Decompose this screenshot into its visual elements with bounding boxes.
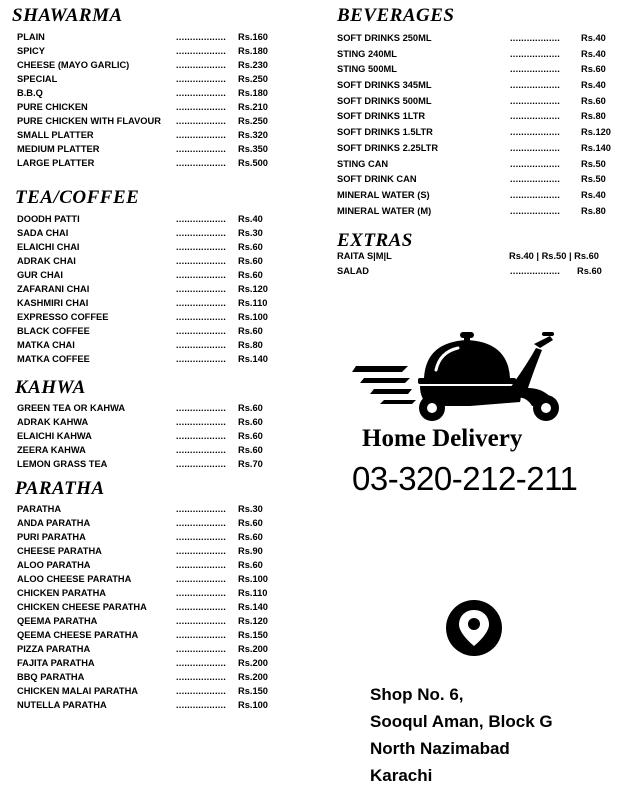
item-dots: ..................: [176, 431, 227, 441]
item-name: QEEMA PARATHA: [17, 616, 98, 626]
list-item: [337, 47, 627, 63]
item-name: PLAIN: [17, 32, 45, 42]
item-name: PURE CHICKEN WITH FLAVOUR: [17, 116, 161, 126]
item-dots: ..................: [176, 340, 227, 350]
item-name: SOFT DRINKS 1LTR: [337, 111, 426, 122]
item-price: Rs.60: [581, 95, 606, 106]
delivery-scooter-icon: [350, 326, 574, 422]
item-name: SOFT DRINKS 250ML: [337, 33, 432, 43]
address-line: Shop No. 6,: [370, 685, 464, 704]
list-item: [337, 125, 627, 141]
item-dots: ..................: [176, 686, 227, 696]
list-item: [17, 586, 287, 600]
item-name: SOFT DRINK CAN: [337, 174, 417, 185]
item-name: SOFT DRINKS 1.5LTR: [337, 127, 433, 138]
list-item: [17, 415, 287, 429]
item-name: STING 500ML: [337, 64, 397, 75]
item-price: Rs.100: [238, 312, 268, 322]
item-dots: ..................: [510, 174, 561, 185]
item-dots: ..................: [510, 189, 561, 200]
item-dots: ..................: [176, 630, 227, 640]
item-price: Rs.40: [581, 80, 606, 91]
item-name: SOFT DRINKS 500ML: [337, 95, 432, 106]
list-item: [17, 282, 287, 296]
item-dots: ..................: [176, 284, 227, 294]
item-name: SOFT DRINKS 2.25LTR: [337, 142, 439, 153]
item-price: Rs.80: [581, 205, 606, 216]
item-name: B.B.Q: [17, 88, 43, 98]
item-dots: ..................: [176, 532, 227, 542]
item-dots: ..................: [176, 158, 227, 168]
item-name: CHEESE (MAYO GARLIC): [17, 60, 130, 70]
list-item: [17, 114, 287, 128]
item-dots: ..................: [176, 459, 227, 469]
kahwa-menu-list: [17, 401, 287, 471]
list-item: [337, 141, 627, 157]
item-dots: ..................: [176, 560, 227, 570]
item-dots: ..................: [176, 102, 227, 112]
item-name: RAITA S|M|L: [337, 251, 392, 261]
item-dots: ..................: [176, 298, 227, 308]
shawarma-menu-list: [17, 30, 287, 170]
item-dots: ..................: [176, 504, 227, 514]
address-line: North Nazimabad: [370, 739, 510, 758]
list-item: [17, 684, 287, 698]
item-dots: ..................: [510, 64, 561, 75]
item-name: ZAFARANI CHAI: [17, 284, 90, 294]
item-price: Rs.140: [581, 142, 611, 153]
list-item: [337, 62, 627, 78]
list-item: [337, 204, 627, 220]
item-dots: ..................: [176, 270, 227, 280]
item-name: QEEMA CHEESE PARATHA: [17, 630, 139, 640]
list-item: [17, 698, 287, 712]
list-item: [17, 156, 287, 170]
item-name: SMALL PLATTER: [17, 130, 94, 140]
beverages-menu-list: [337, 31, 627, 219]
item-dots: ..................: [176, 74, 227, 84]
item-price: Rs.60: [238, 242, 263, 252]
item-name: CHEESE PARATHA: [17, 546, 102, 556]
item-price: Rs.210: [238, 102, 268, 112]
item-dots: ..................: [176, 417, 227, 427]
item-price: Rs.120: [238, 616, 268, 626]
item-dots: ..................: [510, 95, 561, 106]
item-name: BLACK COFFEE: [17, 326, 90, 336]
item-dots: ..................: [176, 60, 227, 70]
item-dots: ..................: [176, 658, 227, 668]
item-name: PARATHA: [17, 504, 62, 514]
list-item: [17, 516, 287, 530]
list-item: [17, 572, 287, 586]
list-item: [17, 429, 287, 443]
item-name: MATKA COFFEE: [17, 354, 90, 364]
item-dots: ..................: [176, 130, 227, 140]
item-dots: ..................: [176, 354, 227, 364]
shop-address: [370, 681, 553, 789]
item-price: Rs.100: [238, 574, 268, 584]
item-name: ANDA PARATHA: [17, 518, 91, 528]
list-item: [337, 78, 627, 94]
item-price: Rs.40: [581, 189, 606, 200]
item-price: Rs.120: [581, 127, 611, 138]
list-item: [17, 30, 287, 44]
item-price: Rs.80: [581, 111, 606, 122]
list-item: [17, 600, 287, 614]
item-price: Rs.60: [238, 445, 263, 455]
item-name: STING CAN: [337, 158, 389, 169]
item-dots: ..................: [176, 588, 227, 598]
item-dots: ..................: [176, 518, 227, 528]
item-price: Rs.110: [238, 588, 268, 598]
item-name: MATKA CHAI: [17, 340, 75, 350]
item-price: Rs.110: [238, 298, 268, 308]
item-price: Rs.150: [238, 686, 268, 696]
list-item: [17, 58, 287, 72]
item-dots: ..................: [176, 116, 227, 126]
list-item: [17, 324, 287, 338]
item-dots: ..................: [176, 88, 227, 98]
item-price: Rs.200: [238, 644, 268, 654]
list-item: [337, 31, 627, 47]
tea-coffee-menu-list: [17, 212, 287, 366]
list-item: [17, 443, 287, 457]
item-price: Rs.500: [238, 158, 268, 168]
item-price: Rs.150: [238, 630, 268, 640]
list-item: [337, 157, 627, 173]
item-price: Rs.140: [238, 354, 268, 364]
item-price: Rs.160: [238, 32, 268, 42]
item-name: ALOO CHEESE PARATHA: [17, 574, 132, 584]
list-item: [17, 628, 287, 642]
list-item: [17, 254, 287, 268]
item-dots: ..................: [176, 403, 227, 413]
item-price: Rs.80: [238, 340, 263, 350]
item-name: CHICKEN MALAI PARATHA: [17, 686, 139, 696]
list-item: [17, 44, 287, 58]
item-name: CHICKEN CHEESE PARATHA: [17, 602, 147, 612]
item-dots: ..................: [176, 445, 227, 455]
item-name: SOFT DRINKS 345ML: [337, 80, 432, 91]
item-price: Rs.230: [238, 60, 268, 70]
item-name: DOODH PATTI: [17, 214, 80, 224]
item-dots: ..................: [176, 228, 227, 238]
item-dots: ..................: [176, 214, 227, 224]
item-name: CHICKEN PARATHA: [17, 588, 107, 598]
item-price: Rs.250: [238, 74, 268, 84]
list-item: [17, 310, 287, 324]
list-item: [17, 338, 287, 352]
item-dots: ..................: [510, 266, 561, 276]
item-dots: ..................: [176, 672, 227, 682]
item-name: LEMON GRASS TEA: [17, 459, 108, 469]
list-item: [17, 86, 287, 100]
item-price: Rs.60: [238, 417, 263, 427]
item-price: Rs.50: [581, 158, 606, 169]
list-item: [17, 656, 287, 670]
list-item: [17, 614, 287, 628]
item-dots: ..................: [176, 644, 227, 654]
list-item: [17, 226, 287, 240]
item-dots: ..................: [176, 32, 227, 42]
list-item: [17, 128, 287, 142]
item-name: ADRAK KAHWA: [17, 417, 89, 427]
item-name: PURE CHICKEN: [17, 102, 88, 112]
item-dots: ..................: [176, 602, 227, 612]
home-delivery-title: Home Delivery: [362, 425, 523, 452]
item-price: Rs.40: [581, 33, 606, 43]
paratha-title: PARATHA: [15, 478, 105, 499]
item-name: GUR CHAI: [17, 270, 63, 280]
item-price: Rs.350: [238, 144, 268, 154]
item-dots: ..................: [176, 546, 227, 556]
item-dots: ..................: [176, 312, 227, 322]
list-item: [337, 172, 627, 188]
item-name: ELAICHI CHAI: [17, 242, 80, 252]
item-name: PURI PARATHA: [17, 532, 86, 542]
item-price: Rs.60: [238, 560, 263, 570]
item-price: Rs.70: [238, 459, 263, 469]
item-name: MINERAL WATER (S): [337, 189, 430, 200]
item-price: Rs.200: [238, 672, 268, 682]
extras-title: EXTRAS: [337, 230, 413, 251]
item-price: Rs.60: [238, 256, 263, 266]
item-dots: ..................: [176, 700, 227, 710]
item-dots: ..................: [510, 111, 561, 122]
beverages-title: BEVERAGES: [337, 5, 455, 26]
list-item: [17, 642, 287, 656]
item-price: Rs.60: [238, 532, 263, 542]
item-name: PIZZA PARATHA: [17, 644, 91, 654]
list-item: [337, 264, 627, 279]
item-dots: ..................: [176, 326, 227, 336]
item-name: FAJITA PARATHA: [17, 658, 95, 668]
item-price: Rs.60: [238, 270, 263, 280]
item-price: Rs.90: [238, 546, 263, 556]
list-item: [17, 296, 287, 310]
item-price: Rs.40 | Rs.50 | Rs.60: [509, 251, 599, 261]
tea-coffee-title: TEA/COFFEE: [15, 187, 140, 208]
item-price: Rs.250: [238, 116, 268, 126]
delivery-phone-number: 03-320-212-211: [352, 460, 578, 497]
item-price: Rs.30: [238, 504, 263, 514]
item-name: SADA CHAI: [17, 228, 69, 238]
item-dots: ..................: [510, 142, 561, 153]
item-price: Rs.60: [238, 403, 263, 413]
item-name: MINERAL WATER (M): [337, 205, 432, 216]
list-item: [17, 670, 287, 684]
item-name: MEDIUM PLATTER: [17, 144, 100, 154]
address-line: Sooqul Aman, Block G: [370, 712, 553, 731]
item-name: BBQ PARATHA: [17, 672, 85, 682]
item-price: Rs.180: [238, 46, 268, 56]
item-price: Rs.40: [238, 214, 263, 224]
item-price: Rs.60: [581, 64, 606, 75]
item-name: GREEN TEA OR KAHWA: [17, 403, 126, 413]
location-pin-icon: [444, 598, 504, 658]
item-name: ADRAK CHAI: [17, 256, 76, 266]
item-dots: ..................: [176, 144, 227, 154]
item-dots: ..................: [510, 80, 561, 91]
list-item: [17, 401, 287, 415]
item-dots: ..................: [176, 256, 227, 266]
item-dots: ..................: [510, 205, 561, 216]
item-name: KASHMIRI CHAI: [17, 298, 89, 308]
list-item: [17, 502, 287, 516]
item-dots: ..................: [176, 46, 227, 56]
item-name: ELAICHI KAHWA: [17, 431, 92, 441]
item-name: SPICY: [17, 46, 45, 56]
item-name: ZEERA KAHWA: [17, 445, 86, 455]
item-name: ALOO PARATHA: [17, 560, 91, 570]
item-price: Rs.60: [238, 431, 263, 441]
list-item: [337, 94, 627, 110]
item-dots: ..................: [510, 48, 561, 59]
list-item: [17, 72, 287, 86]
list-item: [337, 188, 627, 204]
shawarma-title: SHAWARMA: [12, 5, 123, 26]
list-item: [337, 109, 627, 125]
list-item: [17, 240, 287, 254]
address-line: Karachi: [370, 766, 433, 785]
list-item: [17, 457, 287, 471]
extras-menu-list: [337, 249, 627, 279]
item-name: LARGE PLATTER: [17, 158, 95, 168]
kahwa-title: KAHWA: [15, 377, 86, 398]
list-item: [337, 249, 627, 264]
item-dots: ..................: [176, 242, 227, 252]
item-price: Rs.180: [238, 88, 268, 98]
list-item: [17, 100, 287, 114]
item-price: Rs.40: [581, 48, 606, 59]
list-item: [17, 352, 287, 366]
item-name: STING 240ML: [337, 48, 397, 59]
item-price: Rs.120: [238, 284, 268, 294]
item-dots: ..................: [510, 33, 561, 43]
item-dots: ..................: [176, 616, 227, 626]
item-name: NUTELLA PARATHA: [17, 700, 107, 710]
item-price: Rs.320: [238, 130, 268, 140]
item-dots: ..................: [176, 574, 227, 584]
paratha-menu-list: [17, 502, 287, 712]
list-item: [17, 142, 287, 156]
list-item: [17, 558, 287, 572]
item-name: EXPRESSO COFFEE: [17, 312, 109, 322]
item-price: Rs.60: [577, 266, 602, 276]
item-price: Rs.60: [238, 326, 263, 336]
item-price: Rs.60: [238, 518, 263, 528]
item-name: SALAD: [337, 266, 370, 276]
item-price: Rs.30: [238, 228, 263, 238]
item-price: Rs.100: [238, 700, 268, 710]
item-dots: ..................: [510, 127, 561, 138]
item-dots: ..................: [510, 158, 561, 169]
item-price: Rs.50: [581, 174, 606, 185]
item-price: Rs.200: [238, 658, 268, 668]
list-item: [17, 544, 287, 558]
list-item: [17, 268, 287, 282]
list-item: [17, 530, 287, 544]
item-name: SPECIAL: [17, 74, 58, 84]
list-item: [17, 212, 287, 226]
item-price: Rs.140: [238, 602, 268, 612]
